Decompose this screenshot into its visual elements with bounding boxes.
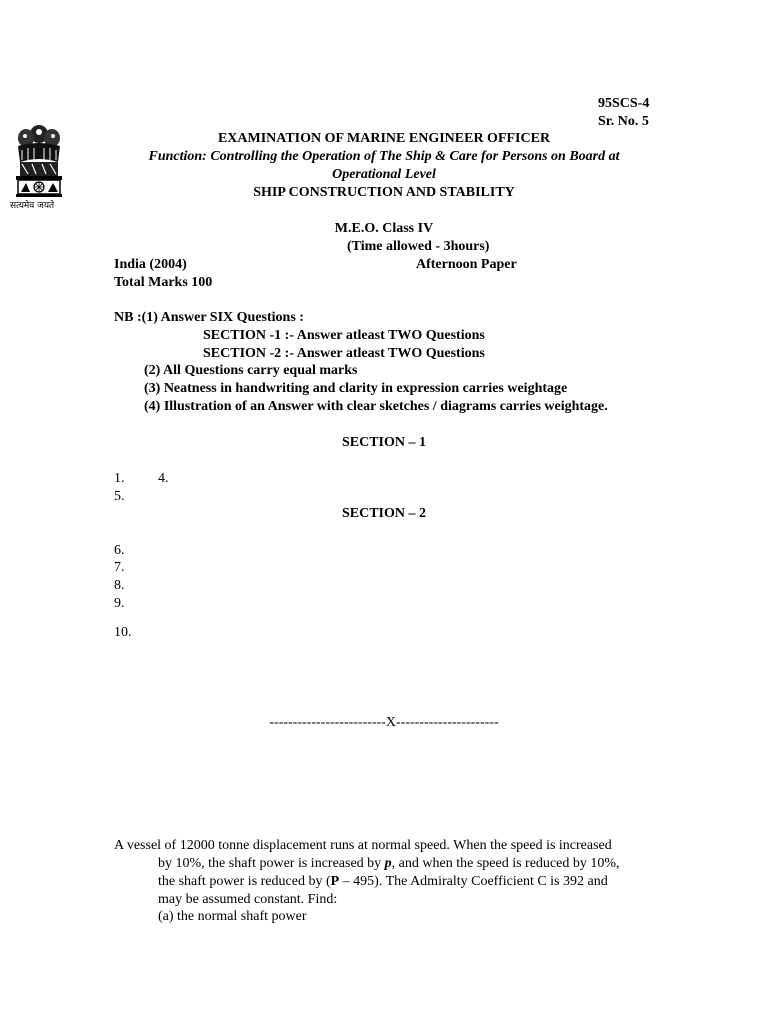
total-marks: Total Marks 100 [114, 275, 213, 290]
problem-line-2-start: by 10%, the shaft power is increased by [158, 856, 385, 871]
instruction-section-2: SECTION -2 :- Answer atleast TWO Questions [203, 346, 485, 361]
question-number: 9. [114, 596, 125, 611]
variable-P: P [330, 874, 340, 889]
paper-session: Afternoon Paper [416, 257, 517, 272]
problem-part-a: (a) the normal shaft power [158, 909, 307, 924]
section-2-heading: SECTION – 2 [341, 506, 427, 521]
variable-p: p [384, 856, 392, 871]
question-number: 6. [114, 543, 125, 558]
question-number: 5. [114, 489, 125, 504]
problem-line-3-start: the shaft power is reduced by ( [158, 874, 331, 889]
question-number: 7. [114, 560, 125, 575]
question-number: 8. [114, 578, 125, 593]
function-line-1: Function: Controlling the Operation of The Ship & Care for Persons on Board at [148, 149, 620, 164]
question-number: 1. [114, 471, 125, 486]
country-year: India (2004) [114, 257, 187, 272]
instruction-item-4: (4) Illustration of an Answer with clear sketches / diagrams carries weightage. [144, 399, 608, 414]
instruction-section-1: SECTION -1 :- Answer atleast TWO Questions [203, 328, 485, 343]
problem-line-2 [158, 855, 620, 873]
instruction-item-2: (2) All Questions carry equal marks [144, 363, 358, 378]
subject-title: SHIP CONSTRUCTION AND STABILITY [253, 185, 515, 200]
serial-number: Sr. No. 5 [598, 114, 649, 129]
time-allowed: (Time allowed - 3hours) [347, 239, 490, 254]
function-line-2: Operational Level [332, 167, 436, 182]
problem-line-4: may be assumed constant. Find: [158, 892, 338, 907]
instruction-item-3: (3) Neatness in handwriting and clarity in expression carries weightage [144, 381, 568, 396]
class-title: M.E.O. Class IV [334, 221, 434, 236]
problem-line-3-end: – 495). The Admiralty Coefficient C is 392 and [339, 874, 608, 889]
question-number: 10. [114, 625, 132, 640]
section-1-heading: SECTION – 1 [341, 435, 427, 450]
problem-line-3 [158, 873, 608, 891]
end-separator: -------------------------X---------------------- [269, 715, 499, 730]
question-number: 4. [158, 471, 169, 486]
emblem-motto: सत्यमेव जयते [10, 201, 55, 211]
problem-line-1: A vessel of 12000 tonne displacement runs at normal speed. When the speed is increased [114, 838, 612, 853]
instruction-nb: NB :(1) Answer SIX Questions : [114, 310, 304, 325]
exam-title: EXAMINATION OF MARINE ENGINEER OFFICER [217, 131, 551, 146]
problem-line-2-end: , and when the speed is reduced by 10%, [391, 856, 620, 871]
paper-code: 95SCS-4 [598, 96, 650, 111]
